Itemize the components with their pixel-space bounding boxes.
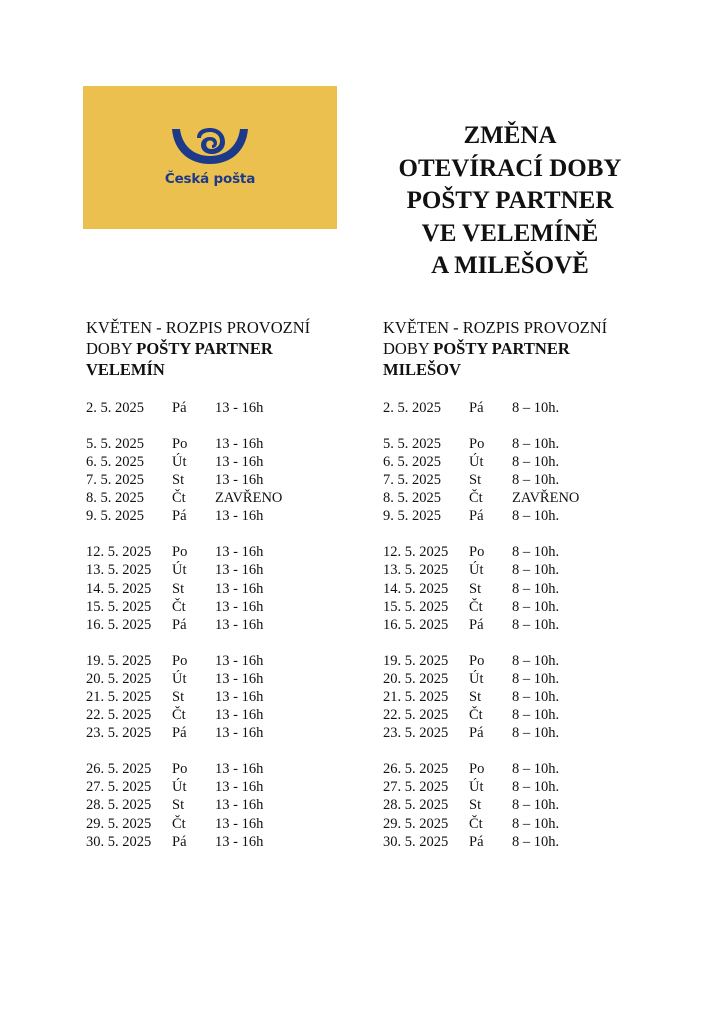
row-date: 20. 5. 2025 [86, 670, 152, 687]
schedule-row [383, 598, 683, 616]
row-day: Čt [469, 707, 483, 724]
row-date: 26. 5. 2025 [383, 761, 449, 777]
week-separator [383, 417, 683, 435]
row-date: 20. 5. 2025 [383, 670, 449, 687]
schedule-row [86, 561, 386, 579]
row-day: Pá [469, 508, 484, 525]
heading-prefix: DOBY [86, 339, 137, 358]
row-hours: 8 – 10h. [512, 779, 560, 796]
schedule-heading [86, 317, 386, 380]
schedule-row [383, 453, 683, 471]
heading-prefix: DOBY [383, 339, 434, 358]
schedule-row [86, 435, 386, 453]
row-date: 2. 5. 2025 [383, 400, 441, 416]
schedule-row [86, 489, 386, 507]
schedule-row [383, 706, 683, 724]
row-day: Čt [172, 815, 186, 832]
row-day: St [172, 580, 185, 597]
row-day: Út [172, 779, 187, 796]
row-day: Čt [469, 815, 483, 832]
row-date: 7. 5. 2025 [86, 472, 144, 489]
schedule-row [86, 796, 386, 814]
row-hours: 13 - 16h [215, 725, 264, 742]
row-day: Út [469, 779, 484, 796]
row-date: 2. 5. 2025 [86, 400, 144, 416]
row-hours: 8 – 10h. [512, 435, 560, 452]
schedule-row [383, 760, 683, 778]
row-hours: 8 – 10h. [512, 815, 560, 832]
page-title [382, 120, 638, 283]
schedule-rows [383, 399, 683, 851]
row-date: 30. 5. 2025 [383, 833, 449, 850]
row-day: Pá [172, 508, 187, 525]
row-hours: 13 - 16h [215, 544, 264, 561]
row-hours: 8 – 10h. [512, 761, 560, 777]
schedule-row [86, 507, 386, 525]
title-line: POŠTY PARTNER [406, 187, 614, 214]
schedule-rows [86, 399, 386, 851]
row-day: Čt [172, 490, 186, 507]
schedule-row [383, 815, 683, 833]
row-hours: 13 - 16h [215, 833, 264, 850]
schedule-row [86, 598, 386, 616]
row-date: 15. 5. 2025 [86, 598, 152, 615]
week-separator [86, 526, 386, 544]
row-date: 5. 5. 2025 [86, 435, 144, 452]
title-line: A MILEŠOVĚ [431, 252, 589, 279]
heading-location: MILEŠOV [383, 360, 461, 379]
row-hours: 8 – 10h. [512, 453, 560, 470]
schedule-row [86, 543, 386, 561]
row-day: Pá [172, 400, 187, 416]
row-hours: 8 – 10h. [512, 670, 560, 687]
row-date: 5. 5. 2025 [383, 435, 441, 452]
schedule-row [383, 688, 683, 706]
row-date: 29. 5. 2025 [383, 815, 449, 832]
schedule-velemin [86, 317, 386, 851]
row-hours: 8 – 10h. [512, 544, 560, 561]
ceska-posta-logo-banner [83, 86, 337, 229]
row-date: 13. 5. 2025 [383, 562, 449, 579]
row-date: 27. 5. 2025 [383, 779, 449, 796]
row-hours: ZAVŘENO [215, 490, 283, 507]
week-separator [86, 417, 386, 435]
row-day: Čt [469, 598, 483, 615]
row-hours: 13 - 16h [215, 815, 264, 832]
row-hours: 8 – 10h. [512, 616, 560, 633]
schedule-row [383, 833, 683, 851]
schedule-milesov [383, 317, 683, 851]
schedule-row [86, 616, 386, 634]
schedule-row [86, 760, 386, 778]
row-hours: 13 - 16h [215, 435, 264, 452]
schedule-row [86, 724, 386, 742]
row-day: Pá [469, 725, 484, 742]
row-hours: 13 - 16h [215, 400, 264, 416]
row-hours: 13 - 16h [215, 616, 264, 633]
row-date: 16. 5. 2025 [383, 616, 449, 633]
week-separator [383, 526, 683, 544]
row-date: 6. 5. 2025 [383, 453, 441, 470]
row-date: 16. 5. 2025 [86, 616, 152, 633]
row-date: 23. 5. 2025 [86, 725, 152, 742]
schedule-row [383, 435, 683, 453]
row-date: 22. 5. 2025 [86, 707, 152, 724]
heading-line-1: KVĚTEN - ROZPIS PROVOZNÍ [86, 318, 311, 337]
row-day: Pá [172, 725, 187, 742]
row-day: Po [172, 761, 188, 777]
title-line: ZMĚNA [463, 122, 557, 149]
schedule-row [383, 796, 683, 814]
row-day: Po [469, 435, 485, 452]
row-hours: 8 – 10h. [512, 508, 560, 525]
row-day: Po [469, 761, 485, 777]
row-date: 9. 5. 2025 [383, 508, 441, 525]
row-day: Pá [469, 400, 484, 416]
row-date: 23. 5. 2025 [383, 725, 449, 742]
row-date: 27. 5. 2025 [86, 779, 152, 796]
row-hours: 8 – 10h. [512, 797, 560, 814]
schedule-row [383, 778, 683, 796]
row-day: St [469, 797, 482, 814]
schedule-row [383, 670, 683, 688]
post-horn-icon [170, 126, 250, 166]
row-hours: 13 - 16h [215, 508, 264, 525]
row-day: Pá [172, 833, 187, 850]
row-day: Pá [172, 616, 187, 633]
row-date: 8. 5. 2025 [383, 490, 441, 507]
row-date: 26. 5. 2025 [86, 761, 152, 777]
schedule-row [383, 724, 683, 742]
row-date: 8. 5. 2025 [86, 490, 144, 507]
heading-bold: POŠTY PARTNER [433, 339, 570, 358]
row-hours: 8 – 10h. [512, 598, 560, 615]
schedule-row [86, 815, 386, 833]
schedule-row [383, 580, 683, 598]
row-date: 14. 5. 2025 [86, 580, 152, 597]
row-date: 15. 5. 2025 [383, 598, 449, 615]
row-hours: 8 – 10h. [512, 562, 560, 579]
row-hours: 13 - 16h [215, 453, 264, 470]
row-date: 14. 5. 2025 [383, 580, 449, 597]
row-date: 22. 5. 2025 [383, 707, 449, 724]
row-hours: 13 - 16h [215, 670, 264, 687]
row-day: Po [172, 652, 188, 669]
row-hours: 8 – 10h. [512, 400, 560, 416]
row-hours: 8 – 10h. [512, 652, 560, 669]
row-hours: ZAVŘENO [512, 490, 580, 507]
row-date: 12. 5. 2025 [383, 544, 449, 561]
row-day: Po [172, 544, 188, 561]
row-date: 12. 5. 2025 [86, 544, 152, 561]
row-day: Čt [469, 490, 483, 507]
row-day: St [172, 472, 185, 489]
schedule-row [86, 652, 386, 670]
row-day: Út [469, 562, 484, 579]
week-separator [383, 634, 683, 652]
brand-name: Česká pošta [164, 171, 256, 187]
row-day: Út [172, 453, 187, 470]
schedule-row [86, 688, 386, 706]
row-hours: 8 – 10h. [512, 833, 560, 850]
row-day: Út [469, 670, 484, 687]
row-day: Pá [469, 833, 484, 850]
row-date: 28. 5. 2025 [383, 797, 449, 814]
row-day: St [469, 688, 482, 705]
schedule-row [86, 778, 386, 796]
row-day: Pá [469, 616, 484, 633]
row-day: Čt [172, 598, 186, 615]
heading-location: VELEMÍN [86, 360, 165, 379]
schedule-row [383, 561, 683, 579]
row-day: Po [469, 652, 485, 669]
schedule-row [383, 543, 683, 561]
row-date: 28. 5. 2025 [86, 797, 152, 814]
week-separator [86, 634, 386, 652]
schedule-row [86, 453, 386, 471]
schedule-row [86, 833, 386, 851]
row-day: St [172, 797, 185, 814]
row-hours: 8 – 10h. [512, 725, 560, 742]
row-date: 21. 5. 2025 [86, 688, 152, 705]
title-line: VE VELEMÍNĚ [421, 219, 599, 247]
schedule-row [86, 670, 386, 688]
row-day: Út [172, 562, 187, 579]
row-date: 19. 5. 2025 [86, 652, 152, 669]
schedule-row [86, 580, 386, 598]
row-date: 21. 5. 2025 [383, 688, 449, 705]
week-separator [86, 743, 386, 761]
row-day: St [469, 472, 482, 489]
row-hours: 8 – 10h. [512, 707, 560, 724]
row-hours: 13 - 16h [215, 707, 264, 724]
row-day: Čt [172, 707, 186, 724]
row-hours: 13 - 16h [215, 688, 264, 705]
schedule-row [383, 507, 683, 525]
heading-line-1: KVĚTEN - ROZPIS PROVOZNÍ [383, 318, 608, 337]
schedule-row [383, 616, 683, 634]
row-hours: 8 – 10h. [512, 472, 560, 489]
row-day: St [172, 688, 185, 705]
schedule-row [383, 399, 683, 417]
schedule-row [383, 652, 683, 670]
heading-bold: POŠTY PARTNER [136, 339, 273, 358]
row-hours: 13 - 16h [215, 562, 264, 579]
row-date: 29. 5. 2025 [86, 815, 152, 832]
row-date: 6. 5. 2025 [86, 453, 144, 470]
row-hours: 8 – 10h. [512, 580, 560, 597]
schedule-row [86, 471, 386, 489]
row-day: St [469, 580, 482, 597]
row-hours: 13 - 16h [215, 598, 264, 615]
row-hours: 8 – 10h. [512, 688, 560, 705]
schedule-heading [383, 317, 683, 380]
row-date: 13. 5. 2025 [86, 562, 152, 579]
row-day: Út [469, 453, 484, 470]
schedule-row [383, 471, 683, 489]
schedule-row [86, 706, 386, 724]
row-hours: 13 - 16h [215, 761, 264, 777]
row-hours: 13 - 16h [215, 779, 264, 796]
title-line: OTEVÍRACÍ DOBY [398, 154, 622, 182]
row-hours: 13 - 16h [215, 580, 264, 597]
row-date: 19. 5. 2025 [383, 652, 449, 669]
row-hours: 13 - 16h [215, 472, 264, 489]
row-date: 9. 5. 2025 [86, 508, 144, 525]
row-hours: 13 - 16h [215, 652, 264, 669]
row-day: Po [172, 435, 188, 452]
row-date: 30. 5. 2025 [86, 833, 152, 850]
schedule-row [383, 489, 683, 507]
row-day: Po [469, 544, 485, 561]
row-date: 7. 5. 2025 [383, 472, 441, 489]
row-hours: 13 - 16h [215, 797, 264, 814]
row-day: Út [172, 670, 187, 687]
schedule-row [86, 399, 386, 417]
week-separator [383, 743, 683, 761]
